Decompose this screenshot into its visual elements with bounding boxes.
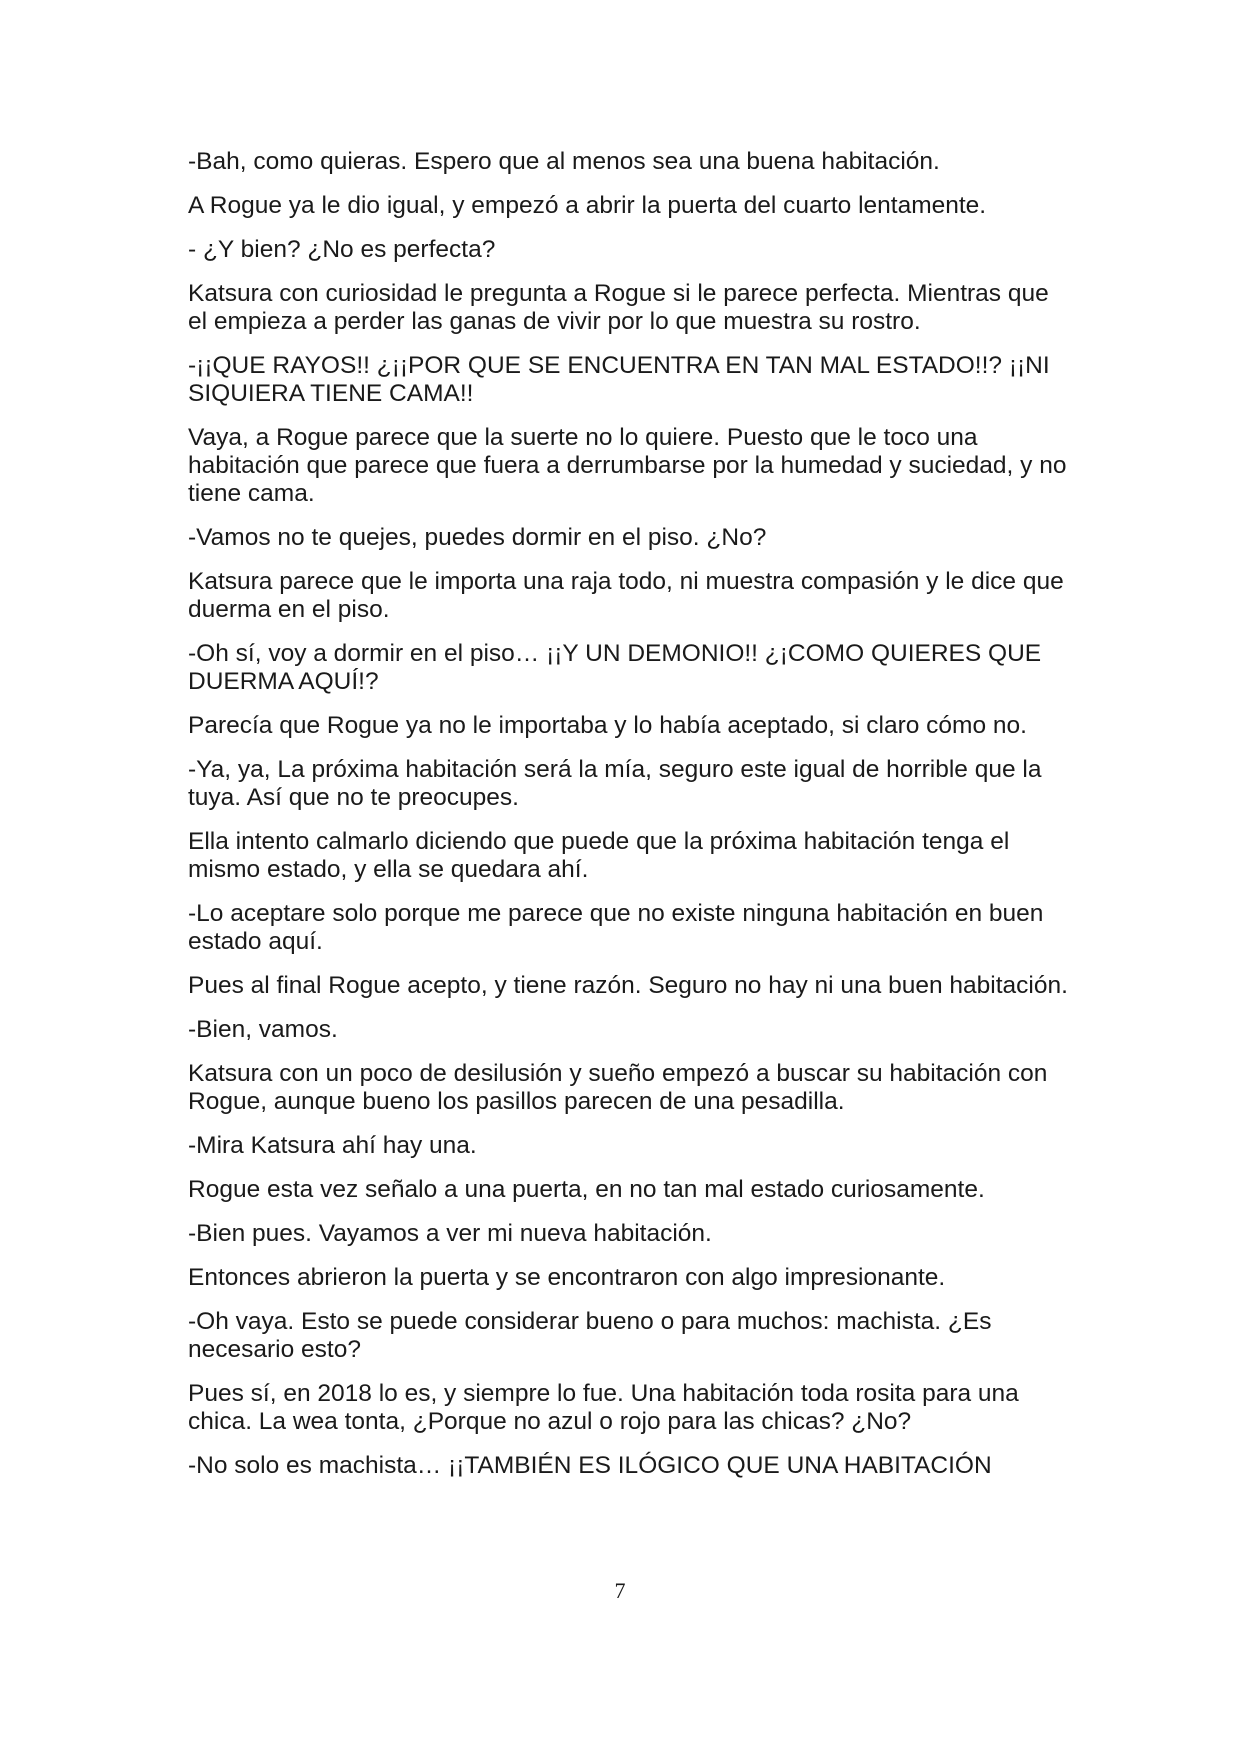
paragraph: Katsura con un poco de desilusión y sueño empezó a buscar su habitación con Rogue, aunque bueno los pasillos parecen de una pesadilla. <box>188 1060 1048 1115</box>
paragraph: -¡¡QUE RAYOS!! ¿¡¡POR QUE SE ENCUENTRA EN TAN MAL ESTADO!!? ¡¡NI SIQUIERA TIENE CAMA!! <box>188 352 1050 407</box>
paragraph: -Ya, ya, La próxima habitación será la mía, seguro este igual de horrible que la tuya. Así que no te preocupes. <box>188 756 1042 811</box>
paragraph: Parecía que Rogue ya no le importaba y lo había aceptado, si claro cómo no. <box>188 712 1027 739</box>
paragraph: -Oh vaya. Esto se puede considerar bueno o para muchos: machista. ¿Es necesario esto? <box>188 1308 992 1363</box>
page-number: 7 <box>614 1578 626 1603</box>
paragraph: -Bien pues. Vayamos a ver mi nueva habitación. <box>188 1220 712 1247</box>
paragraph: Vaya, a Rogue parece que la suerte no lo quiere. Puesto que le toco una habitación que parece que fuera a derrumbarse por la humedad y suciedad, y no tiene cama. <box>188 424 1067 507</box>
paragraph: -Bah, como quieras. Espero que al menos sea una buena habitación. <box>188 148 940 175</box>
paragraph: Pues sí, en 2018 lo es, y siempre lo fue. Una habitación toda rosita para una chica. La wea tonta, ¿Porque no azul o rojo para las chicas? ¿No? <box>188 1380 1019 1435</box>
paragraph: Katsura parece que le importa una raja todo, ni muestra compasión y le dice que duerma en el piso. <box>188 568 1064 623</box>
paragraph: Ella intento calmarlo diciendo que puede que la próxima habitación tenga el mismo estado, y ella se quedara ahí. <box>188 828 1010 883</box>
paragraph: Katsura con curiosidad le pregunta a Rogue si le parece perfecta. Mientras que el empieza a perder las ganas de vivir por lo que muestra su rostro. <box>188 280 1049 335</box>
paragraph: Entonces abrieron la puerta y se encontraron con algo impresionante. <box>188 1264 946 1291</box>
body-text <box>188 148 1068 1496</box>
paragraph: Pues al final Rogue acepto, y tiene razón. Seguro no hay ni una buen habitación. <box>188 972 1068 999</box>
paragraph: -Mira Katsura ahí hay una. <box>188 1132 477 1159</box>
paragraph: -Lo aceptare solo porque me parece que no existe ninguna habitación en buen estado aquí. <box>188 900 1044 955</box>
paragraph: -Vamos no te quejes, puedes dormir en el piso. ¿No? <box>188 524 767 551</box>
paragraph: -Oh sí, voy a dormir en el piso… ¡¡Y UN DEMONIO!! ¿¡COMO QUIERES QUE DUERMA AQUÍ!? <box>188 640 1042 695</box>
paragraph: Rogue esta vez señalo a una puerta, en no tan mal estado curiosamente. <box>188 1176 985 1203</box>
paragraph: A Rogue ya le dio igual, y empezó a abrir la puerta del cuarto lentamente. <box>188 192 987 219</box>
paragraph: - ¿Y bien? ¿No es perfecta? <box>188 236 496 263</box>
paragraph: -Bien, vamos. <box>188 1016 338 1043</box>
paragraph: -No solo es machista… ¡¡TAMBIÉN ES ILÓGICO QUE UNA HABITACIÓN <box>188 1452 992 1479</box>
